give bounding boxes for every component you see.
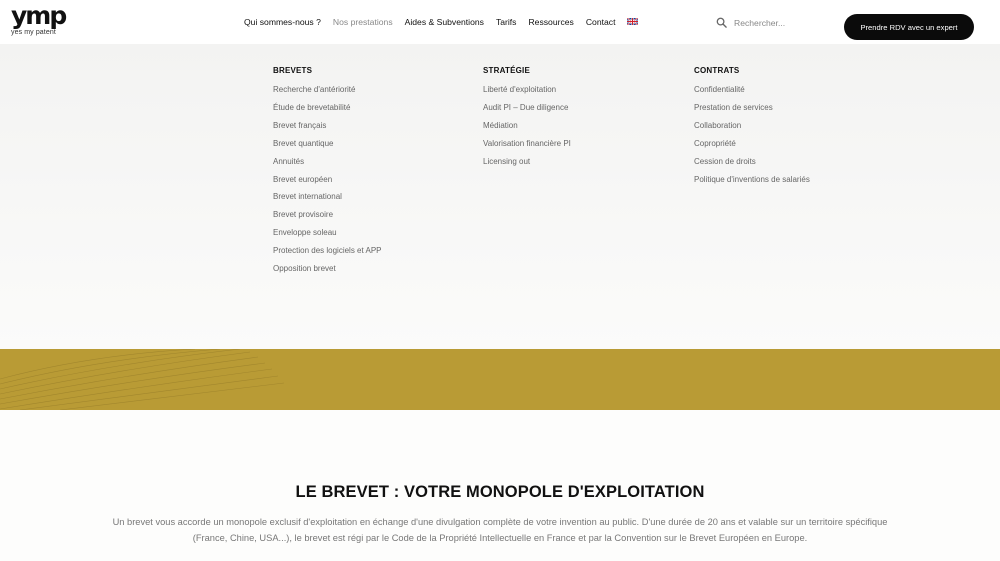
menu-link[interactable]: Recherche d'antériorité [273,85,356,94]
menu-link[interactable]: Valorisation financière PI [483,138,571,148]
menu-column-title: STRATÉGIE [483,66,530,75]
menu-link[interactable]: Annuités [273,156,305,166]
nav-item-nos-prestations[interactable]: Nos prestations [332,17,393,27]
nav-item-qui-sommes-nous[interactable]: Qui sommes-nous ? [244,17,321,27]
site-header [0,0,1000,44]
menu-link[interactable]: Prestation de services [694,102,773,112]
menu-link[interactable]: Enveloppe soleau [273,228,337,238]
menu-link[interactable]: Brevet quantique [273,138,334,148]
menu-link[interactable]: Brevet international [273,192,342,202]
menu-link[interactable]: Brevet provisoire [273,210,334,220]
search-icon[interactable] [716,17,727,28]
nav-item-contact[interactable]: Contact [585,17,616,27]
logo-tagline: yes my patent [11,29,56,36]
nav-item-ressources[interactable]: Ressources [528,17,574,27]
main-content [0,410,1000,561]
menu-link[interactable]: Médiation [483,120,518,130]
menu-link[interactable]: Liberté d'exploitation [483,85,557,94]
menu-column-contrats [694,66,810,188]
intro-paragraph: Un brevet vous accorde un monopole exclusif d'exploitation en échange d'une divulgation complète de votre invention au public. D'une durée de 20 ans et valable sur un territoire spécifique (France, Chine, USA...), le brevet est régi par le Code de la Propriété Intellectuelle en France et par la Convention sur le Brevet Européen en Europe. [112,517,888,543]
wave-lines-decoration [0,349,1000,410]
menu-link[interactable]: Licensing out [483,156,531,166]
hero-band [0,349,1000,410]
menu-link[interactable]: Collaboration [694,120,742,130]
menu-link[interactable]: Copropriété [694,138,736,148]
page-title: LE BREVET : VOTRE MONOPOLE D'EXPLOITATION [295,483,705,501]
uk-flag-icon[interactable] [627,17,638,24]
menu-column-title: CONTRATS [694,66,740,75]
search-box [716,17,834,28]
menu-column-brevets [273,66,382,278]
menu-column-strategie [483,66,571,171]
main-nav [244,17,638,27]
mega-menu-prestations [0,44,1000,349]
menu-link[interactable]: Cession de droits [694,156,756,166]
menu-link[interactable]: Étude de brevetabilité [273,102,351,112]
nav-item-tarifs[interactable]: Tarifs [495,17,517,27]
menu-link[interactable]: Audit PI – Due diligence [483,102,569,112]
menu-link[interactable]: Confidentialité [694,85,745,94]
site-logo[interactable] [11,1,71,38]
logo-mark: ymp [11,1,66,30]
menu-link[interactable]: Protection des logiciels et APP [273,246,382,256]
menu-link[interactable]: Politique d'inventions de salariés [694,174,810,184]
search-input[interactable] [734,18,834,28]
menu-column-title: BREVETS [273,66,313,75]
menu-link[interactable]: Brevet français [273,120,327,130]
book-expert-button[interactable]: Prendre RDV avec un expert [844,14,974,40]
nav-item-aides-subventions[interactable]: Aides & Subventions [404,17,484,27]
menu-link[interactable]: Opposition brevet [273,264,336,274]
menu-link[interactable]: Brevet européen [273,174,333,184]
